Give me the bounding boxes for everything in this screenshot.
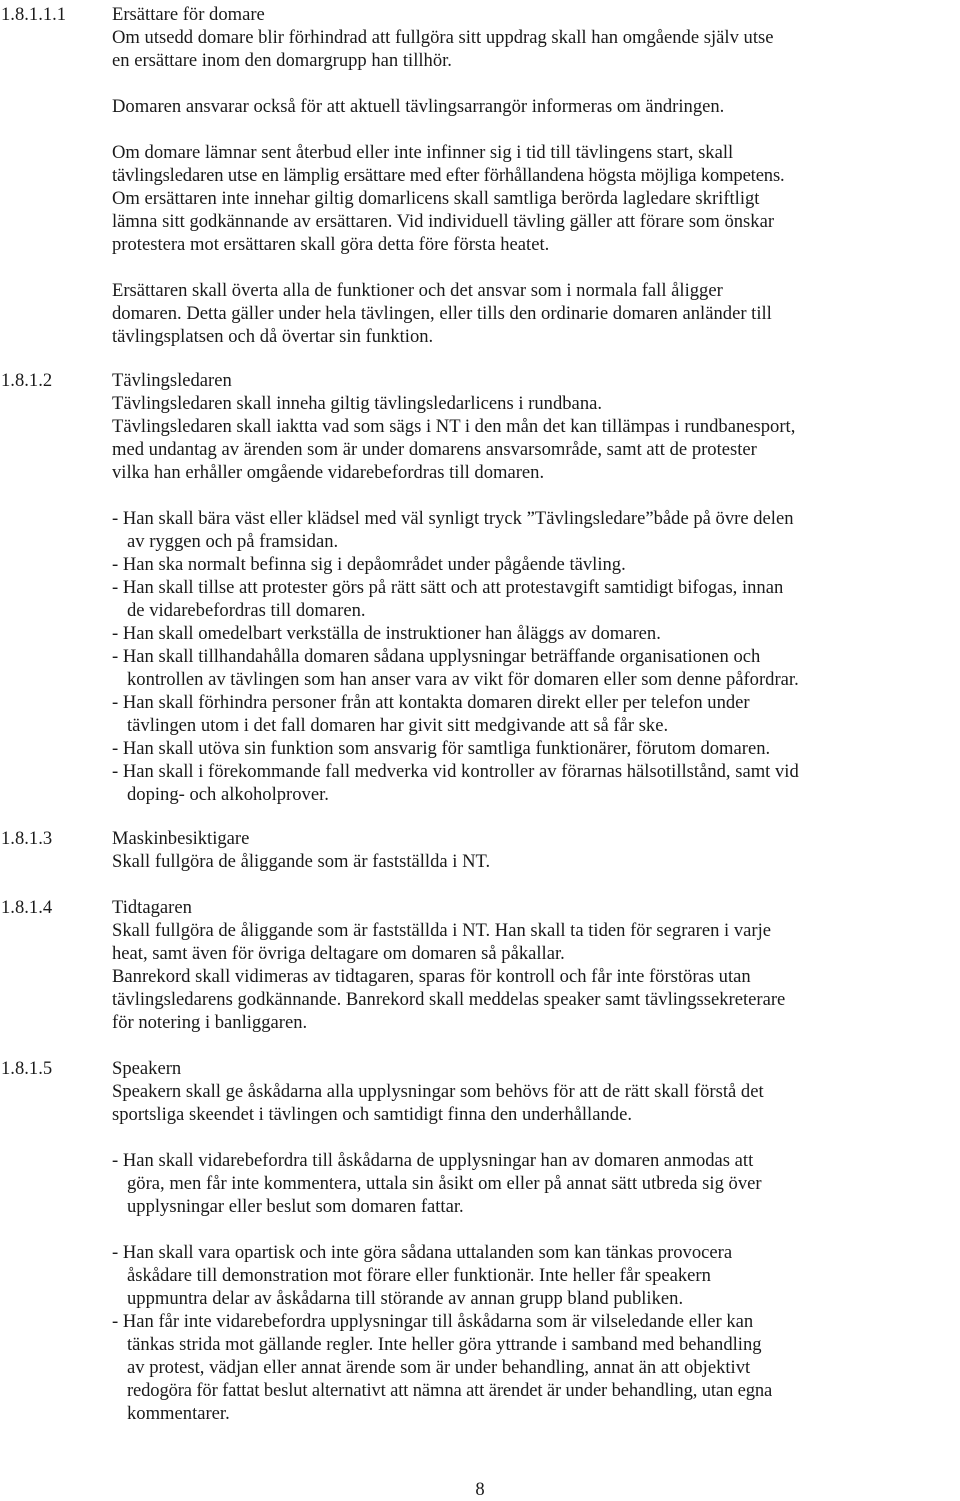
section-body: [112, 896, 960, 1034]
paragraph-line: Tävlingsledaren skall inneha giltig tävlingsledarlicens i rundbana.: [112, 393, 603, 414]
blank-line: [112, 1126, 960, 1149]
list-item: - Han skall bära väst eller klädsel med väl synligt tryck ”Tävlingsledare”både på övre delen: [112, 508, 794, 529]
section-title: Tävlingsledaren: [112, 370, 232, 391]
paragraph-line: Om domare lämnar sent återbud eller inte infinner sig i tid till tävlingens start, skall: [112, 142, 734, 163]
paragraph-line: Om utsedd domare blir förhindrad att fullgöra sitt uppdrag skall han omgående själv utse: [112, 27, 774, 48]
list-item-continuation: av protest, vädjan eller annat ärende som är under behandling, annat än att objektivt: [127, 1357, 751, 1378]
blank-line: [112, 118, 960, 141]
list-item-continuation: göra, men får inte kommentera, uttala sin åsikt om eller på annat sätt utbreda sig över: [127, 1173, 762, 1194]
paragraph-line: lämna sitt godkännande av ersättaren. Vid individuell tävling gäller att förare som önskar: [112, 211, 775, 232]
paragraph-line: Domaren ansvarar också för att aktuell tävlingsarrangör informeras om ändringen.: [112, 96, 725, 117]
list-item: - Han skall tillhandahålla domaren sådana upplysningar beträffande organisationen och: [112, 646, 761, 667]
blank-line: [112, 1218, 960, 1241]
section-number: 1.8.1.1.1: [1, 4, 67, 25]
section-body: [112, 1057, 960, 1425]
paragraph-line: för notering i banliggaren.: [112, 1012, 308, 1033]
list-item: - Han skall utöva sin funktion som ansvarig för samtliga funktionärer, förutom domaren.: [112, 738, 771, 759]
list-item-continuation: åskådare till demonstration mot förare eller funktionär. Inte heller får speakern: [127, 1265, 711, 1286]
list-item-continuation: uppmuntra delar av åskådarna till störande av annan grupp bland publiken.: [127, 1288, 684, 1309]
section-title: Tidtagaren: [112, 897, 192, 918]
paragraph-line: tävlingsledaren utse en lämplig ersättare med efter förhållandena högsta möjliga kompetens.: [112, 165, 785, 186]
paragraph-line: tävlingsplatsen och då övertar sin funktion.: [112, 326, 434, 347]
list-item-continuation: kommentarer.: [127, 1403, 230, 1424]
paragraph-line: domaren. Detta gäller under hela tävlingen, eller tills den ordinarie domaren anländer till: [112, 303, 772, 324]
paragraph-line: heat, samt även för övriga deltagare om domaren så påkallar.: [112, 943, 565, 964]
paragraph-line: vilka han erhåller omgående vidarebefordras till domaren.: [112, 462, 545, 483]
paragraph-line: sportsliga skeendet i tävlingen och samtidigt finna den underhållande.: [112, 1104, 632, 1125]
paragraph-line: Speakern skall ge åskådarna alla upplysningar som behövs för att de rätt skall förstå det: [112, 1081, 764, 1102]
paragraph-line: protestera mot ersättaren skall göra detta före första heatet.: [112, 234, 550, 255]
section-number: 1.8.1.2: [1, 370, 53, 391]
paragraph-line: Skall fullgöra de åliggande som är fastställda i NT. Han skall ta tiden för segraren i varje: [112, 920, 771, 941]
section-body: [112, 369, 960, 806]
list-item-continuation: redogöra för fattat beslut alternativt att nämna att ärendet är under behandling, utan egna: [127, 1380, 773, 1401]
list-item: - Han skall tillse att protester görs på rätt sätt och att protestavgift samtidigt bifogas, innan: [112, 577, 784, 598]
section-title: Speakern: [112, 1058, 182, 1079]
paragraph-line: Om ersättaren inte innehar giltig domarlicens skall samtliga berörda lagledare skriftligt: [112, 188, 760, 209]
paragraph-line: Tävlingsledaren skall iaktta vad som sägs i NT i den mån det kan tillämpas i rundbanesport,: [112, 416, 796, 437]
paragraph-line: Skall fullgöra de åliggande som är fastställda i NT.: [112, 851, 491, 872]
section-title: Ersättare för domare: [112, 4, 265, 25]
paragraph-line: tävlingsledarens godkännande. Banrekord skall meddelas speaker samt tävlingssekreterare: [112, 989, 786, 1010]
paragraph-line: en ersättare inom den domargrupp han tillhör.: [112, 50, 452, 71]
list-item: - Han skall i förekommande fall medverka vid kontroller av förarnas hälsotillstånd, samt vid: [112, 761, 799, 782]
list-item: - Han skall vara opartisk och inte göra sådana uttalanden som kan tänkas provocera: [112, 1242, 733, 1263]
section-number: 1.8.1.4: [1, 897, 53, 918]
paragraph-line: med undantag av ärenden som är under domarens ansvarsområde, samt att de protester: [112, 439, 757, 460]
paragraph-line: Ersättaren skall överta alla de funktioner och det ansvar som i normala fall åligger: [112, 280, 723, 301]
page-number: 8: [475, 1479, 485, 1500]
section-number: 1.8.1.5: [1, 1058, 53, 1079]
bullet-list: [112, 507, 960, 806]
list-item: - Han skall vidarebefordra till åskådarna de upplysningar han av domaren anmodas att: [112, 1150, 754, 1171]
list-item: - Han skall omedelbart verkställa de instruktioner han åläggs av domaren.: [112, 623, 661, 644]
section-body: [112, 3, 960, 348]
section-body: [112, 827, 960, 873]
list-item: - Han ska normalt befinna sig i depåområdet under pågående tävling.: [112, 554, 626, 575]
list-item: - Han får inte vidarebefordra upplysningar till åskådarna som är vilseledande eller kan: [112, 1311, 754, 1332]
section-title: Maskinbesiktigare: [112, 828, 250, 849]
blank-line: [112, 72, 960, 95]
list-item-continuation: upplysningar eller beslut som domaren fattar.: [127, 1196, 464, 1217]
list-item-continuation: doping- och alkoholprover.: [127, 784, 329, 805]
section-number: 1.8.1.3: [1, 828, 53, 849]
blank-line: [112, 256, 960, 279]
list-item-continuation: kontrollen av tävlingen som han anser vara av vikt för domaren eller som denne påfordrar.: [127, 669, 799, 690]
bullet-list: [112, 1149, 960, 1425]
list-item: - Han skall förhindra personer från att kontakta domaren direkt eller per telefon under: [112, 692, 750, 713]
blank-line: [112, 484, 960, 507]
list-item-continuation: tänkas strida mot gällande regler. Inte heller göra yttrande i samband med behandling: [127, 1334, 762, 1355]
list-item-continuation: tävlingen utom i det fall domaren har givit sitt medgivande att så får ske.: [127, 715, 669, 736]
list-item-continuation: de vidarebefordras till domaren.: [127, 600, 366, 621]
list-item-continuation: av ryggen och på framsidan.: [127, 531, 339, 552]
paragraph-line: Banrekord skall vidimeras av tidtagaren, sparas för kontroll och får inte förstöras utan: [112, 966, 751, 987]
